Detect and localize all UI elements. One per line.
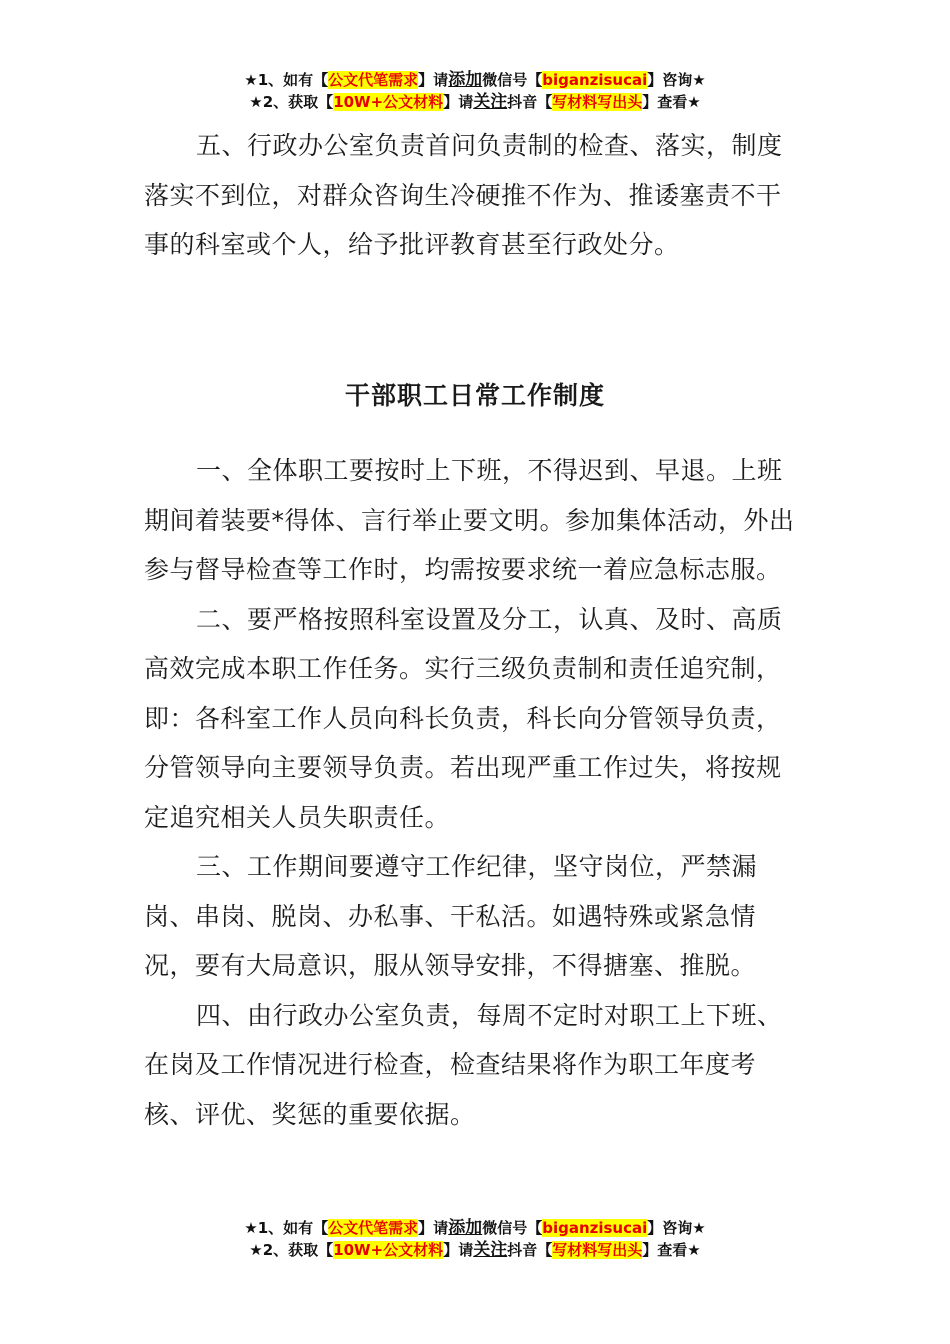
banner-highlight: 写材料写出头 bbox=[552, 93, 643, 111]
banner-emphasis: 添加 bbox=[448, 70, 483, 90]
paragraph-2: 二、要严格按照科室设置及分工，认真、及时、高质高效完成本职工作任务。实行三级负责制和责任追究制，即：各科室工作人员向科长负责，科长向分管领导负责，分管领导向主要领导负责。若出现严重工作过失，将按规定追究相关人员失职责任。 bbox=[144, 604, 783, 832]
intro-section bbox=[144, 121, 804, 270]
banner-text: 微信号【 bbox=[482, 71, 543, 89]
banner-text: 抖音【 bbox=[507, 93, 553, 111]
paragraph-4: 四、由行政办公室负责，每周不定时对职工上下班、在岗及工作情况进行检查，检查结果将作为职工年度考核、评优、奖惩的重要依据。 bbox=[144, 1000, 783, 1129]
banner-text: 微信号【 bbox=[482, 1219, 543, 1237]
banner-text: 抖音【 bbox=[507, 1241, 553, 1259]
paragraph-3: 三、工作期间要遵守工作纪律，坚守岗位，严禁漏岗、串岗、脱岗、办私事、干私活。如遇特殊或紧急情况，要有大局意识，服从领导安排，不得搪塞、推脱。 bbox=[144, 852, 758, 980]
banner-emphasis: 关注 bbox=[473, 1240, 508, 1260]
banner-highlight: 公文代笔需求 bbox=[328, 1219, 419, 1237]
banner-line-2 bbox=[0, 1239, 950, 1261]
banner-text: 】查看★ bbox=[642, 1241, 701, 1259]
banner-line-1 bbox=[0, 1217, 950, 1239]
document-title: 干部职工日常工作制度 bbox=[344, 381, 605, 410]
main-section bbox=[144, 446, 804, 1139]
banner-text: ★2、获取【 bbox=[249, 1241, 334, 1259]
banner-highlight: biganzisucai bbox=[542, 71, 648, 89]
banner-line-2 bbox=[0, 91, 950, 113]
banner-text: ★1、如有【 bbox=[244, 71, 329, 89]
header-banner bbox=[0, 69, 950, 113]
banner-text: 】请 bbox=[418, 1219, 449, 1237]
banner-line-1 bbox=[0, 69, 950, 91]
footer-banner bbox=[0, 1217, 950, 1261]
banner-text: 】咨询★ bbox=[647, 71, 706, 89]
banner-highlight: 写材料写出头 bbox=[552, 1241, 643, 1259]
banner-highlight: biganzisucai bbox=[542, 1219, 648, 1237]
paragraph-1: 一、全体职工要按时上下班，不得迟到、早退。上班期间着装要*得体、言行举止要文明。参加集体活动，外出参与督导检查等工作时，均需按要求统一着应急标志服。 bbox=[144, 456, 795, 584]
banner-emphasis: 关注 bbox=[473, 92, 508, 112]
banner-emphasis: 添加 bbox=[448, 1218, 483, 1238]
banner-text: 】请 bbox=[443, 93, 474, 111]
banner-text: ★1、如有【 bbox=[244, 1219, 329, 1237]
banner-highlight: 公文代笔需求 bbox=[328, 71, 419, 89]
banner-highlight: 10W+公文材料 bbox=[333, 93, 444, 111]
banner-text: 】请 bbox=[418, 71, 449, 89]
banner-text: 】查看★ bbox=[642, 93, 701, 111]
intro-paragraph: 五、行政办公室负责首问负责制的检查、落实，制度落实不到位，对群众咨询生冷硬推不作为、推诿塞责不干事的科室或个人，给予批评教育甚至行政处分。 bbox=[144, 131, 783, 259]
banner-highlight: 10W+公文材料 bbox=[333, 1241, 444, 1259]
banner-text: ★2、获取【 bbox=[249, 93, 334, 111]
banner-text: 】咨询★ bbox=[647, 1219, 706, 1237]
banner-text: 】请 bbox=[443, 1241, 474, 1259]
